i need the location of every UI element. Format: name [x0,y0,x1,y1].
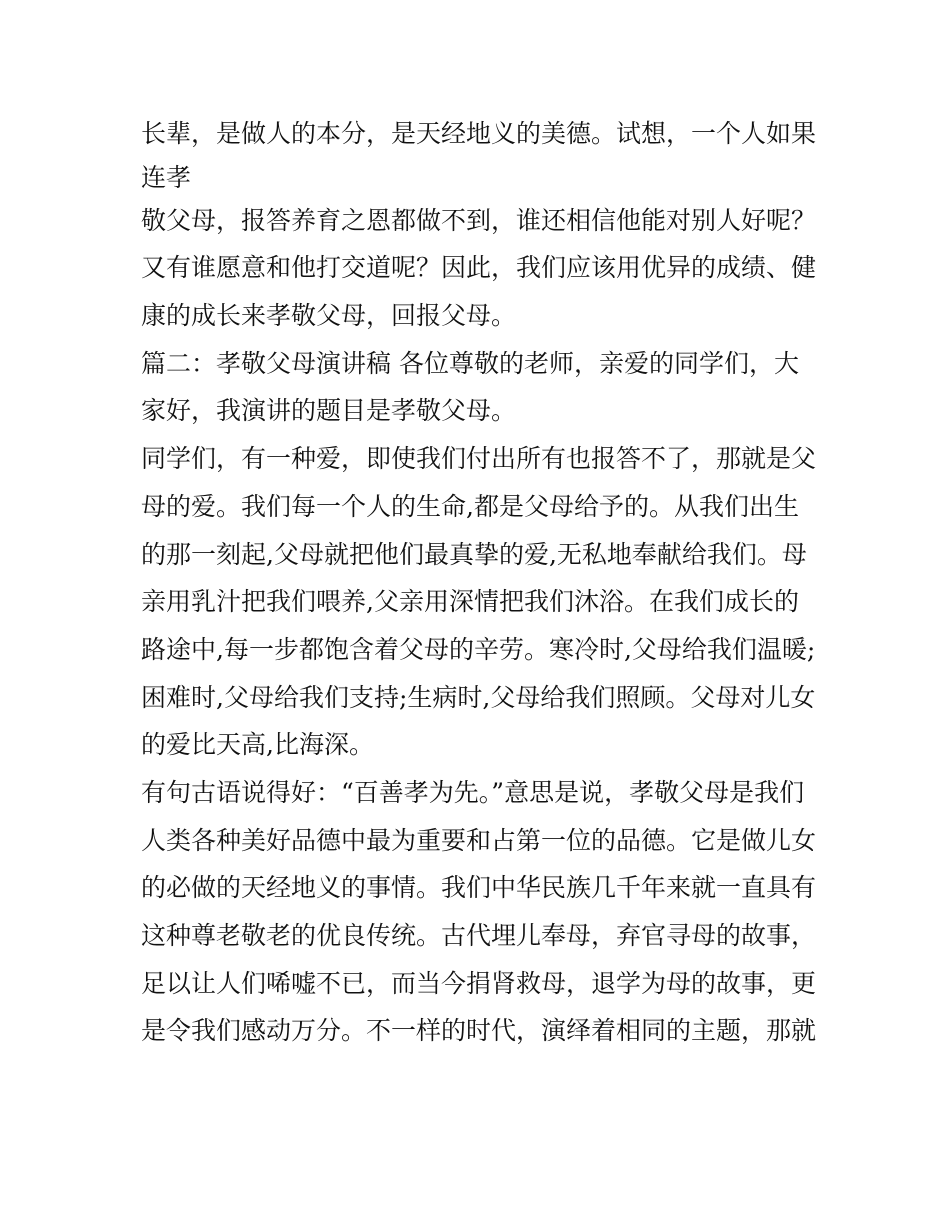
text-line: 同学们，有一种爱，即使我们付出所有也报答不了，那就是父 [141,444,817,474]
text-line: 敬父母，报答养育之恩都做不到，谁还相信他能对别人好呢？ [141,205,817,235]
text-line: 的那一刻起,父母就把他们最真挚的爱,无私地奉献给我们。母 [141,539,807,569]
text-line: 人类各种美好品德中最为重要和占第一位的品德。它是做儿女 [141,825,817,855]
text-line: 亲用乳汁把我们喂养,父亲用深情把我们沐浴。在我们成长的 [141,587,799,617]
text-line: 家好，我演讲的题目是孝敬父母。 [141,396,517,426]
text-line: 的必做的天经地义的事情。我们中华民族几千年来就一直具有 [141,873,817,903]
text-line: 的爱比天高,比海深。 [141,730,374,760]
text-line: 母的爱。我们每一个人的生命,都是父母给予的。从我们出生 [141,491,799,521]
text-line: 篇二：孝敬父母演讲稿 各位尊敬的老师，亲爱的同学们，大 [141,348,799,378]
text-line: 这种尊老敬老的优良传统。古代埋儿奉母，弃官寻母的故事， [141,921,817,950]
text-line: 是令我们感动万分。不一样的时代，演绎着相同的主题，那就 [141,1016,817,1046]
text-line: 连孝 [141,162,192,192]
text-line: 又有谁愿意和他打交道呢？因此，我们应该用优异的成绩、健 [141,253,817,283]
document-body [141,110,821,1055]
text-line: 困难时,父母给我们支持;生病时,父母给我们照顾。父母对儿女 [141,682,816,712]
text-line: 路途中,每一步都饱含着父母的辛劳。寒冷时,父母给我们温暖; [141,634,816,664]
text-line: 康的成长来孝敬父母，回报父母。 [141,301,517,331]
text-line: 有句古语说得好：“百善孝为先。”意思是说，孝敬父母是我们 [141,777,805,807]
text-line: 长辈，是做人的本分，是天经地义的美德。试想，一个人如果 [141,119,817,148]
text-line: 足以让人们唏嘘不已，而当今捐肾救母，退学为母的故事，更 [141,968,817,998]
